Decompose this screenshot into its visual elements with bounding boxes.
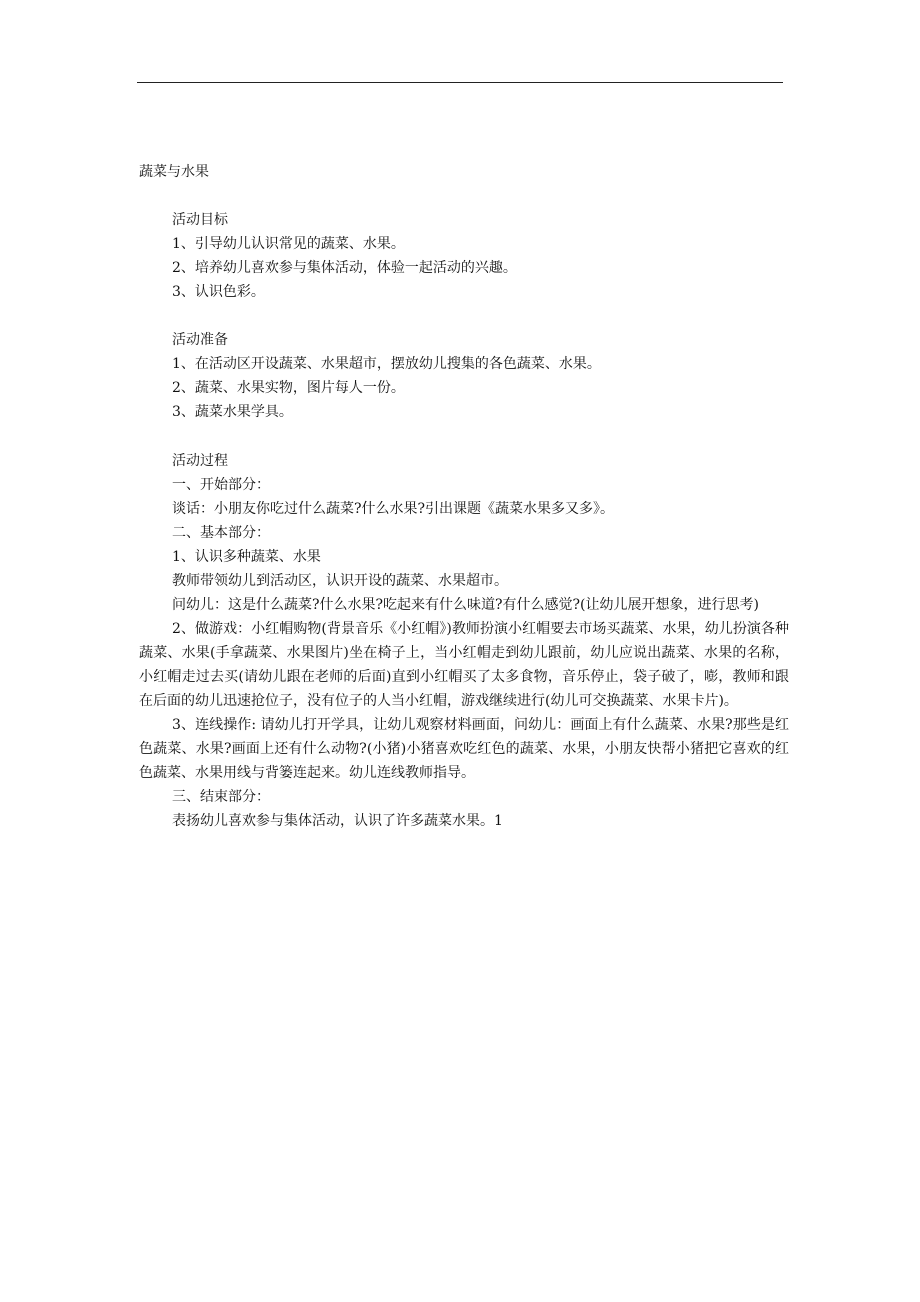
part1-text: 谈话：小朋友你吃过什么蔬菜?什么水果?引出课题《蔬菜水果多又多》。 xyxy=(172,501,615,517)
goals-item: 3、认识色彩。 xyxy=(172,284,265,300)
header-rule xyxy=(137,82,783,83)
goals-item: 2、培养幼儿喜欢参与集体活动，体验一起活动的兴趣。 xyxy=(172,260,517,276)
step1-heading: 1、认识多种蔬菜、水果 xyxy=(172,549,321,565)
part3-heading: 三、结束部分： xyxy=(172,789,270,805)
prep-item: 1、在活动区开设蔬菜、水果超市，摆放幼儿搜集的各色蔬菜、水果。 xyxy=(172,356,601,372)
prep-item: 2、蔬菜、水果实物，图片每人一份。 xyxy=(172,380,405,396)
prep-item: 3、蔬菜水果学具。 xyxy=(172,404,293,420)
part2-heading: 二、基本部分： xyxy=(172,525,270,541)
part3-text: 表扬幼儿喜欢参与集体活动，认识了许多蔬菜水果。1 xyxy=(172,813,503,829)
goals-section xyxy=(139,208,789,304)
process-section xyxy=(139,449,789,833)
process-heading: 活动过程 xyxy=(172,453,228,469)
step1-text: 教师带领幼儿到活动区，认识开设的蔬菜、水果超市。 xyxy=(172,573,508,589)
prep-heading: 活动准备 xyxy=(172,332,228,348)
step3-text: 3、连线操作: 请幼儿打开学具，让幼儿观察材料画面，问幼儿：画面上有什么蔬菜、水果?那些是红色蔬菜、水果?画面上还有什么动物?(小猪)小猪喜欢吃红色的蔬菜、水果，小朋友快帮小猪把它喜欢的红色蔬菜、水果用线与背篓连起来。幼儿连线教师指导。 xyxy=(139,717,789,781)
prep-section xyxy=(139,328,789,424)
goals-item: 1、引导幼儿认识常见的蔬菜、水果。 xyxy=(172,236,405,252)
document-title: 蔬菜与水果 xyxy=(139,164,209,180)
goals-heading: 活动目标 xyxy=(172,212,228,228)
part1-heading: 一、开始部分： xyxy=(172,477,270,493)
step1-question: 问幼儿：这是什么蔬菜?什么水果?吃起来有什么味道?有什么感觉?(让幼儿展开想象，进行思考) xyxy=(172,597,759,613)
step2-text: 2、做游戏：小红帽购物(背景音乐《小红帽》)教师扮演小红帽要去市场买蔬菜、水果，幼儿扮演各种蔬菜、水果(手拿蔬菜、水果图片)坐在椅子上，当小红帽走到幼儿跟前，幼儿应说出蔬菜、水果的名称，小红帽走过去买(请幼儿跟在老师的后面)直到小红帽买了太多食物，音乐停止，袋子破了，嘭，教师和跟在后面的幼儿迅速抢位子，没有位子的人当小红帽，游戏继续进行(幼儿可交换蔬菜、水果卡片)。 xyxy=(139,621,789,709)
